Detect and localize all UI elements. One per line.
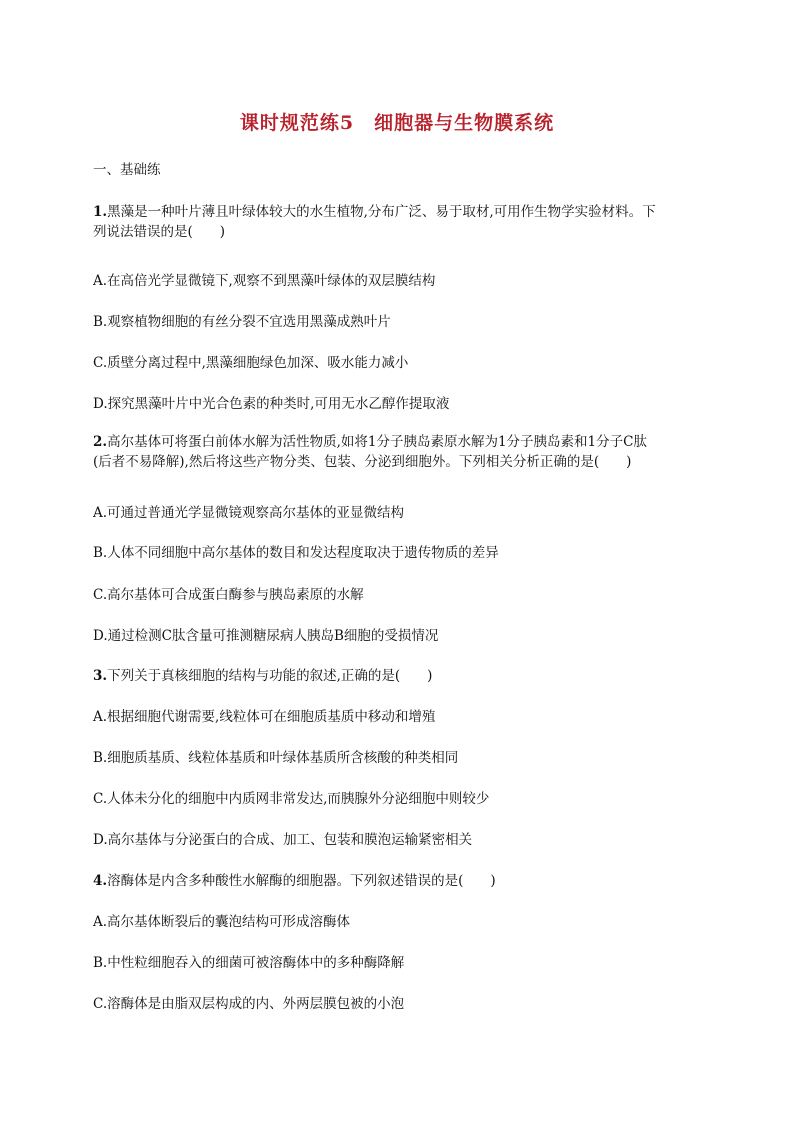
question-stem [93, 432, 707, 452]
stem-line: (后者不易降解),然后将这些产物分类、包装、分泌到细胞外。下列相关分析正确的是( ) [93, 454, 632, 470]
stem-line: 高尔基体可将蛋白前体水解为活性物质,如将1分子胰岛素原水解为1分子胰岛素和1分子C肽 [107, 434, 647, 450]
option-b: B.中性粒细胞吞入的细菌可被溶酶体中的多种酶降解 [93, 955, 405, 971]
option-b: B.细胞质基质、线粒体基质和叶绿体基质所含核酸的种类相同 [93, 750, 459, 766]
option-b: B.观察植物细胞的有丝分裂不宜选用黑藻成熟叶片 [93, 314, 391, 330]
question-number: 3. [93, 668, 108, 684]
option-a: A.可通过普通光学显微镜观察高尔基体的亚显微结构 [93, 505, 405, 521]
option-d: D.高尔基体与分泌蛋白的合成、加工、包装和膜泡运输紧密相关 [93, 832, 473, 848]
option-c: C.人体未分化的细胞中内质网非常发达,而胰腺外分泌细胞中则较少 [93, 791, 490, 807]
option-c: C.高尔基体可合成蛋白酶参与胰岛素原的水解 [93, 587, 364, 603]
option-a: A.在高倍光学显微镜下,观察不到黑藻叶绿体的双层膜结构 [93, 273, 436, 289]
page-title: 课时规范练5 细胞器与生物膜系统 [239, 112, 555, 134]
question-4 [93, 871, 707, 891]
stem-line: 列说法错误的是( ) [93, 224, 226, 240]
question-stem [93, 202, 707, 222]
option-d: D.探究黑藻叶片中光合色素的种类时,可用无水乙醇作提取液 [93, 396, 450, 412]
question-2 [93, 432, 707, 472]
option-d: D.通过检测C肽含量可推测糖尿病人胰岛B细胞的受损情况 [93, 628, 439, 644]
stem-line: 下列关于真核细胞的结构与功能的叙述,正确的是( ) [107, 668, 433, 684]
question-stem [93, 666, 707, 686]
stem-line: 黑藻是一种叶片薄且叶绿体较大的水生植物,分布广泛、易于取材,可用作生物学实验材料。下 [107, 204, 656, 220]
option-c: C.质壁分离过程中,黑藻细胞绿色加深、吸水能力减小 [93, 355, 409, 371]
option-a: A.根据细胞代谢需要,线粒体可在细胞质基质中移动和增殖 [93, 709, 436, 725]
question-number: 1. [93, 204, 108, 220]
section-heading: 一、基础练 [93, 162, 161, 178]
option-b: B.人体不同细胞中高尔基体的数目和发达程度取决于遗传物质的差异 [93, 545, 499, 561]
option-a: A.高尔基体断裂后的囊泡结构可形成溶酶体 [93, 914, 351, 930]
question-3 [93, 666, 707, 686]
stem-line: 溶酶体是内含多种酸性水解酶的细胞器。下列叙述错误的是( ) [107, 873, 496, 889]
question-stem [93, 871, 707, 891]
question-number: 2. [93, 434, 108, 450]
question-1 [93, 202, 707, 242]
question-number: 4. [93, 873, 108, 889]
option-c: C.溶酶体是由脂双层构成的内、外两层膜包被的小泡 [93, 996, 405, 1012]
